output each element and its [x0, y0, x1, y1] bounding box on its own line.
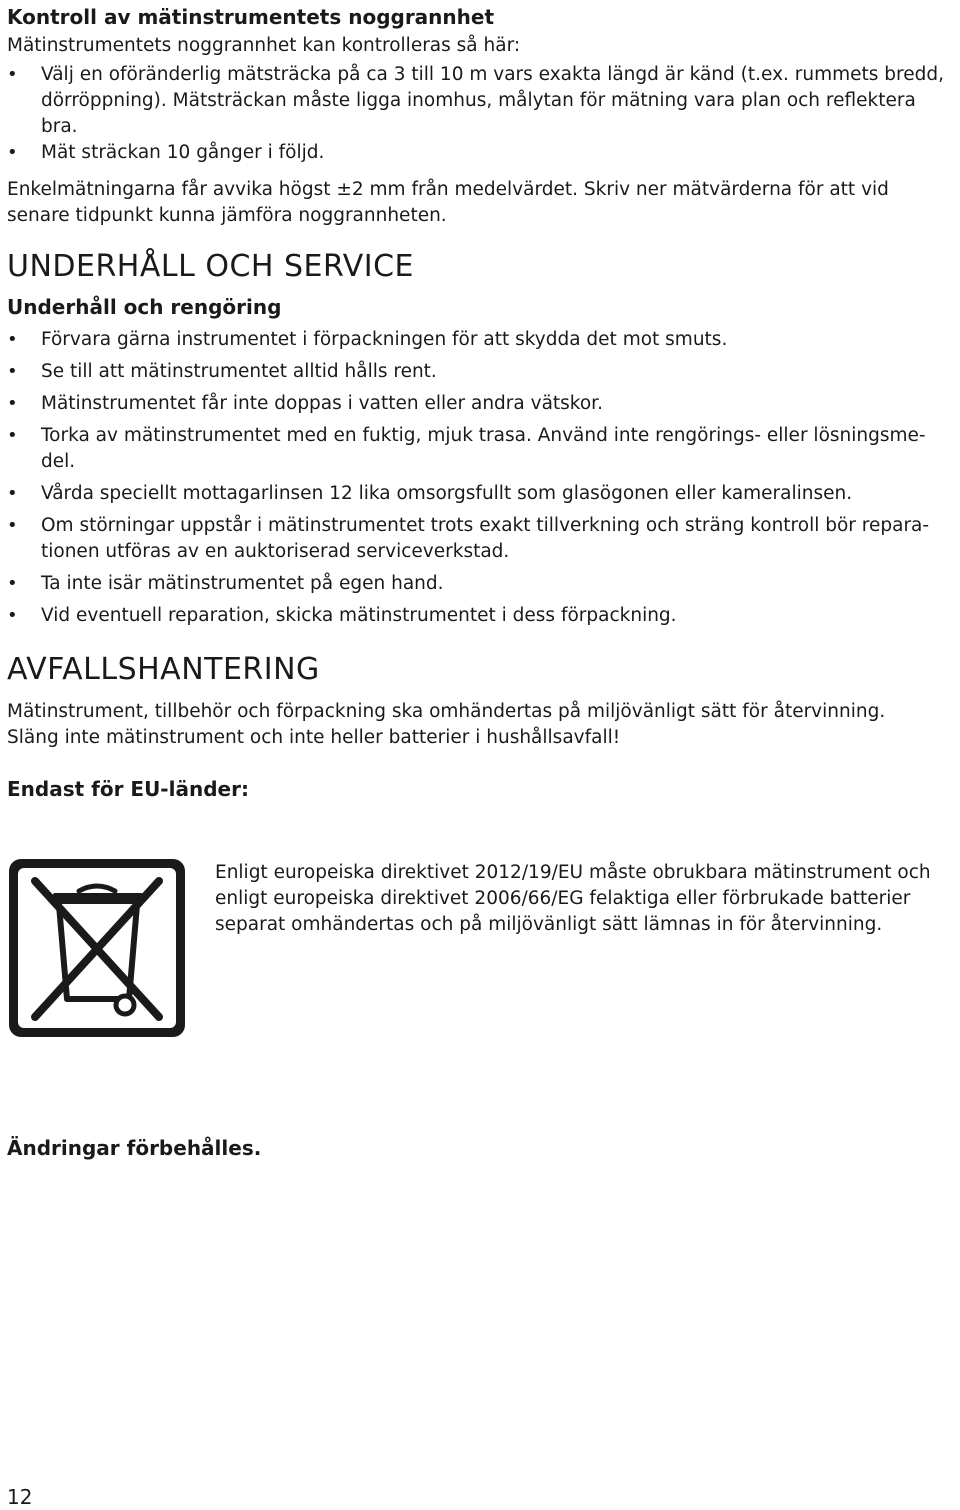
disposal-text: Mätinstrument, tillbehör och förpackning ska omhändertas på miljövänligt sätt för återvinning. Släng inte mätinstrument och inte heller batterier i hushållsavfall!	[7, 701, 886, 748]
accuracy-check-heading: Kontroll av mätinstrumentets noggrannhet	[7, 5, 495, 29]
list-item: • Ta inte isär mätinstrumentet på egen hand.	[7, 571, 953, 597]
list-item: • Vårda speciellt mottagarlinsen 12 lika omsorgsfullt som glasögonen eller kameralinsen.	[7, 481, 953, 507]
list-item: • Se till att mätinstrumentet alltid hålls rent.	[7, 359, 953, 385]
maintenance-list	[7, 327, 953, 635]
list-item: • Torka av mätinstrumentet med en fuktig, mjuk trasa. Använd inte rengörings- eller lösningsme-del.	[7, 423, 953, 475]
accuracy-check-intro: Mätinstrumentets noggrannhet kan kontrolleras så här:	[7, 35, 521, 56]
list-item: • Förvara gärna instrumentet i förpackningen för att skydda det mot smuts.	[7, 327, 953, 353]
maintenance-subheading: Underhåll och rengöring	[7, 295, 282, 319]
crossed-out-wheelie-bin-icon	[7, 857, 187, 1039]
list-item: • Om störningar uppstår i mätinstrumentet trots exakt tillverkning och sträng kontroll bör repara-tionen utföras av en auktoriserad serviceverkstad.	[7, 513, 953, 565]
disposal-section-title: AVFALLSHANTERING	[7, 652, 320, 687]
maintenance-section-title: UNDERHÅLL OCH SERVICE	[7, 249, 414, 284]
accuracy-check-list	[7, 62, 953, 166]
page-number: 12	[7, 1485, 33, 1509]
accuracy-check-note: Enkelmätningarna får avvika högst ±2 mm från medelvärdet. Skriv ner mätvärderna för att vid senare tidpunkt kunna jämföra noggrannheten.	[7, 179, 889, 226]
list-item: • Mät sträckan 10 gånger i följd.	[7, 140, 953, 166]
changes-reserved-note: Ändringar förbehålles.	[7, 1136, 262, 1160]
eu-only-heading: Endast för EU-länder:	[7, 777, 249, 801]
list-item: • Vid eventuell reparation, skicka mätinstrumentet i dess förpackning.	[7, 603, 953, 629]
list-item: • Mätinstrumentet får inte doppas i vatten eller andra vätskor.	[7, 391, 953, 417]
list-item: • Välj en oföränderlig mätsträcka på ca 3 till 10 m vars exakta längd är känd (t.ex. rummets bredd, dörröppning). Mätsträckan måste ligga inomhus, målytan för mätning vara plan och reflektera bra.	[7, 62, 953, 140]
eu-directive-text: Enligt europeiska direktivet 2012/19/EU måste obrukbara mätinstrument och enligt europeiska direktivet 2006/66/EG felaktiga eller förbrukade batterier separat omhändertas och på miljövänligt sätt lämnas in för återvinning.	[215, 862, 931, 935]
